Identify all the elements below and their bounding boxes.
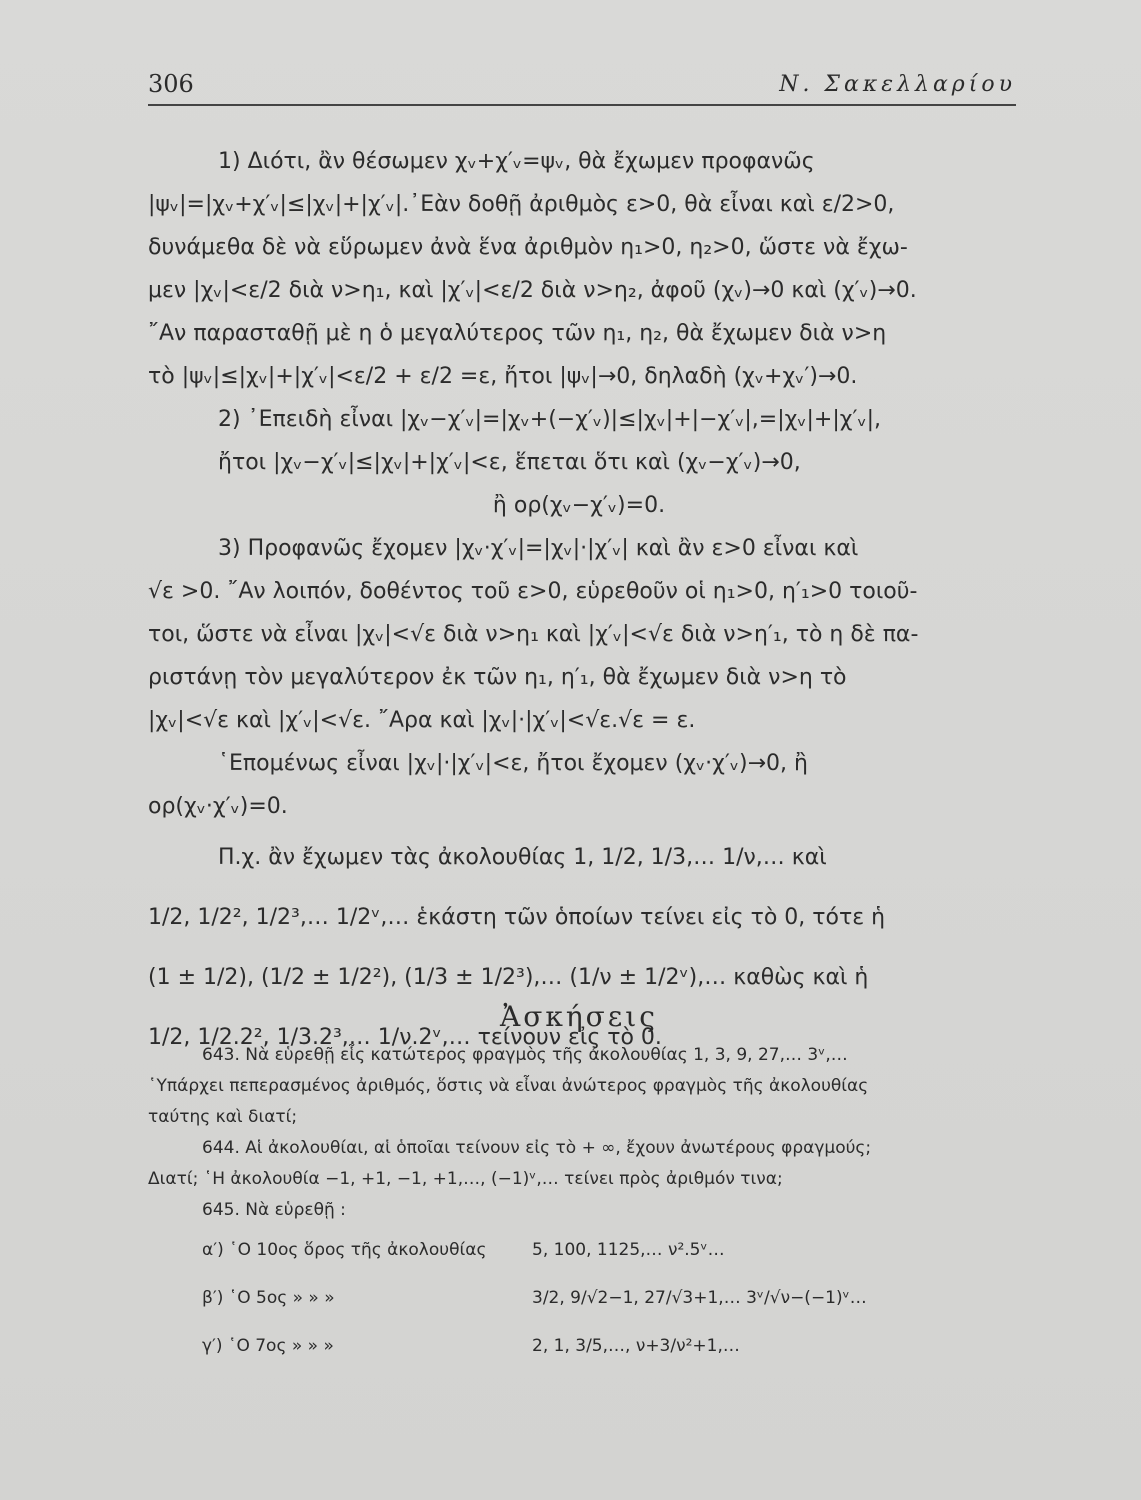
text-line: ριστάνῃ τὸν μεγαλύτερον ἐκ τῶν η₁, η′₁, θὰ ἔχωμεν διὰ ν>η τὸ [148,665,847,690]
text-line: τοι, ὥστε νὰ εἶναι |χᵥ|<√ε διὰ ν>η₁ καὶ |χ′ᵥ|<√ε διὰ ν>η′₁, τὸ η δὲ πα- [148,622,919,647]
body-text [148,140,1010,1068]
text-line: 2) ᾿Επειδὴ εἶναι |χᵥ−χ′ᵥ|=|χᵥ+(−χ′ᵥ)|≤|χᵥ|+|−χ′ᵥ|,=|χᵥ|+|χ′ᵥ|, [218,407,882,432]
exercise-643-line: ταύτης καὶ διατί; [148,1107,298,1127]
exercise-645-a [148,1226,1010,1274]
sequence: 3/2, 9/√2−1, 27/√3+1,… 3ᵛ/√ν−(−1)ᵛ… [532,1288,867,1308]
text-line: τὸ |ψᵥ|≤|χᵥ|+|χ′ᵥ|<ε/2 + ε/2 =ε, ἤτοι |ψᵥ|→0, δηλαδὴ (χᵥ+χᵥ′)→0. [148,364,858,389]
sub-item-label: α′) ῾Ο 10ος ὅρος τῆς ἀκολουθίας [202,1240,487,1260]
text-line: ἤτοι |χᵥ−χ′ᵥ|≤|χᵥ|+|χ′ᵥ|<ε, ἕπεται ὅτι καὶ (χᵥ−χ′ᵥ)→0, [218,450,801,475]
text-line: √ε >0. ῎Αν λοιπόν, δοθέντος τοῦ ε>0, εὑρεθοῦν οἱ η₁>0, η′₁>0 τοιοῦ- [148,579,918,604]
text-line: 3) Προφανῶς ἔχομεν |χᵥ·χ′ᵥ|=|χᵥ|·|χ′ᵥ| καὶ ἂν ε>0 εἶναι καὶ [218,536,859,561]
exercise-643-line: 643. Νὰ εὑρεθῇ εἷς κατώτερος φραγμὸς τῆς ἀκολουθίας 1, 3, 9, 27,… 3ᵛ,… [202,1045,848,1065]
exercises [148,1040,1010,1370]
text-line: 1/2, 1/2², 1/2³,… 1/2ᵛ,… ἑκάστη τῶν ὁποίων τείνει εἰς τὸ 0, τότε ἡ [148,905,886,930]
sub-item-label: β′) ῾Ο 5ος » » » [202,1288,335,1308]
text-line: ορ(χᵥ·χ′ᵥ)=0. [148,794,288,819]
exercise-645-c [148,1322,1010,1370]
sub-item-label: γ′) ῾Ο 7ος » » » [202,1336,334,1356]
sequence: 2, 1, 3/5,…, ν+3/ν²+1,… [532,1336,740,1356]
exercise-644-line: Διατί; ῾Η ἀκολουθία −1, +1, −1, +1,…, (−1)ᵛ,… τείνει πρὸς ἀριθμόν τινα; [148,1169,783,1189]
exercise-645-line: 645. Νὰ εὑρεθῇ : [202,1200,346,1220]
page-number: 306 [148,70,194,98]
text-line: |χᵥ|<√ε καὶ |χ′ᵥ|<√ε. ῎Αρα καὶ |χᵥ|·|χ′ᵥ|<√ε.√ε = ε. [148,708,696,733]
page-header [148,70,1016,106]
text-line: ῎Αν παρασταθῇ μὲ η ὁ μεγαλύτερος τῶν η₁, η₂, θὰ ἔχωμεν διὰ ν>η [148,321,887,346]
text-line: δυνάμεθα δὲ νὰ εὕρωμεν ἀνὰ ἕνα ἀριθμὸν η₁>0, η₂>0, ὥστε νὰ ἔχω- [148,235,908,260]
text-line: ῾Επομένως εἶναι |χᵥ|·|χ′ᵥ|<ε, ἤτοι ἔχομεν (χᵥ·χ′ᵥ)→0, ἢ [218,751,808,776]
exercise-643-line: ῾Υπάρχει πεπερασμένος ἀριθμός, ὅστις νὰ εἶναι ἀνώτερος φραγμὸς τῆς ἀκολουθίας [148,1076,869,1096]
text-line: ἢ ορ(χᵥ−χ′ᵥ)=0. [492,493,666,518]
text-line: 1) Διότι, ἂν θέσωμεν χᵥ+χ′ᵥ=ψᵥ, θὰ ἔχωμεν προφανῶς [218,149,815,174]
text-line: Π.χ. ἂν ἔχωμεν τὰς ἀκολουθίας 1, 1/2, 1/3,… 1/ν,… καὶ [218,845,827,870]
text-line: (1 ± 1/2), (1/2 ± 1/2²), (1/3 ± 1/2³),… (1/ν ± 1/2ᵛ),… καθὼς καὶ ἡ [148,965,869,990]
running-head: Ν. Σακελλαρίου [779,72,1016,97]
exercise-645-b [148,1274,1010,1322]
text-line: μεν |χᵥ|<ε/2 διὰ ν>η₁, καὶ |χ′ᵥ|<ε/2 διὰ ν>η₂, ἀφοῦ (χᵥ)→0 καὶ (χ′ᵥ)→0. [148,278,917,303]
text-line: 1/2, 1/2.2², 1/3.2³,… 1/ν.2ᵛ,… τείνουν εἰς τὸ 0. [148,1025,662,1050]
sequence: 5, 100, 1125,… ν².5ᵛ… [532,1240,725,1260]
header-rule [148,104,1016,106]
section-title: Ἀσκήσεις [500,1000,658,1033]
text-line: |ψᵥ|=|χᵥ+χ′ᵥ|≤|χᵥ|+|χ′ᵥ|.᾿Εὰν δοθῇ ἀριθμὸς ε>0, θὰ εἶναι καὶ ε/2>0, [148,192,895,217]
exercise-644-line: 644. Αἱ ἀκολουθίαι, αἱ ὁποῖαι τείνουν εἰς τὸ + ∞, ἔχουν ἀνωτέρους φραγμούς; [202,1138,872,1158]
